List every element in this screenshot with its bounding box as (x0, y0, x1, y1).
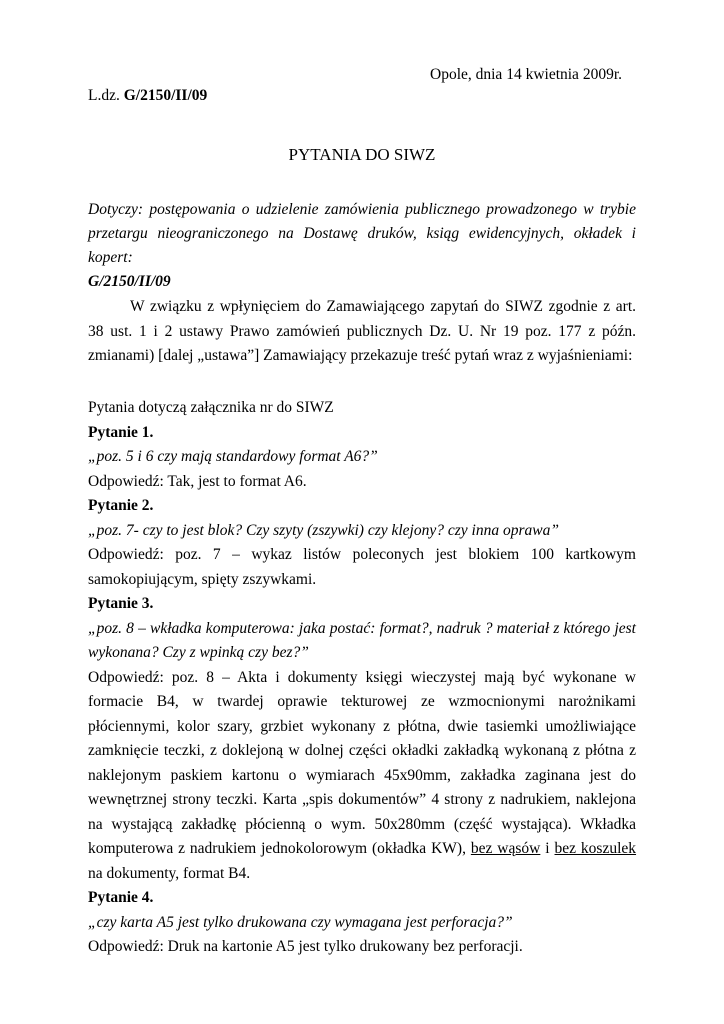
document-date: Opole, dnia 14 kwietnia 2009r. (430, 66, 622, 83)
question-label: Pytanie 3. (88, 595, 154, 612)
underlined-term: bez wąsów (470, 840, 541, 857)
section-heading: Pytania dotyczą załącznika nr do SIWZ (88, 399, 334, 416)
reference-prefix: L.dz. (88, 87, 120, 104)
question-text: „poz. 5 i 6 czy mają standardowy format A6?” (88, 448, 378, 465)
document-title: PYTANIA DO SIWZ (288, 145, 436, 164)
subject-text: Dotyczy: postępowania o udzielenie zamówienia publicznego prowadzonego w trybie przetargu nieograniczonego na Dostawę druków, ksiąg ewidencyjnych, okładek i kopert: (88, 201, 636, 266)
answer-text: Odpowiedź: Druk na kartonie A5 jest tylko drukowany bez perforacji. (88, 938, 523, 955)
answer-text: Odpowiedź: poz. 7 – wykaz listów poleconych jest blokiem 100 kartkowym samokopiującym, spięty zszywkami. (88, 546, 636, 588)
subject-paragraph (88, 198, 636, 294)
question-label: Pytanie 4. (88, 889, 154, 906)
questions-section (88, 396, 636, 960)
reference-number (88, 87, 207, 105)
question-text: „poz. 8 – wkładka komputerowa: jaka postać: format?, nadruk ? materiał z którego jest wykonana? Czy z wpinką czy bez?” (88, 619, 636, 661)
intro-text: W związku z wpłynięciem do Zamawiającego zapytań do SIWZ zgodnie z art. 38 ust. 1 i 2 ustawy Prawo zamówień publicznych Dz. U. Nr 19 poz. 177 z późn. zmianami) [dalej „ustawa”] Zamawiający przekazuje treść pytań wraz z wyjaśnieniami: (88, 298, 636, 364)
underlined-term: bez koszulek (554, 840, 637, 857)
subject-number: G/2150/II/09 (88, 273, 171, 290)
intro-paragraph (88, 295, 636, 369)
answer-text (88, 666, 636, 887)
answer-part: Odpowiedź: poz. 8 – Akta i dokumenty księgi wieczystej mają być wykonane w formacie B4, w twardej oprawie tekturowej ze wzmocnionymi narożnikami płóciennymi, kolor szary, grzbiet wykonany z płótna, dwie tasiemki umożliwiające zamknięcie teczki, z doklejoną w dolnej części okładki zakładką wykonaną z płótna z naklejonym paskiem kartonu o wymiarach 45x90mm, zakładka zaginana jest do wewnętrznej strony teczki. Karta „spis dokumentów” 4 strony z nadrukiem, naklejona na wystającą zakładkę płócienną o wym. 50x280mm (część wystająca). Wkładka komputerowa z nadrukiem jednokolorowym (okładka KW), (88, 668, 636, 857)
answer-text: Odpowiedź: Tak, jest to format A6. (88, 472, 307, 490)
question-label: Pytanie 2. (88, 497, 154, 514)
question-text: „poz. 7- czy to jest blok? Czy szyty (zszywki) czy klejony? czy inna oprawa” (88, 521, 559, 539)
question-text: „czy karta A5 jest tylko drukowana czy wymagana jest perforacja?” (88, 913, 513, 931)
question-label: Pytanie 1. (88, 423, 154, 441)
reference-value: G/2150/II/09 (123, 87, 208, 104)
answer-part: i (545, 840, 550, 857)
answer-part: na dokumenty, format B4. (88, 864, 251, 882)
